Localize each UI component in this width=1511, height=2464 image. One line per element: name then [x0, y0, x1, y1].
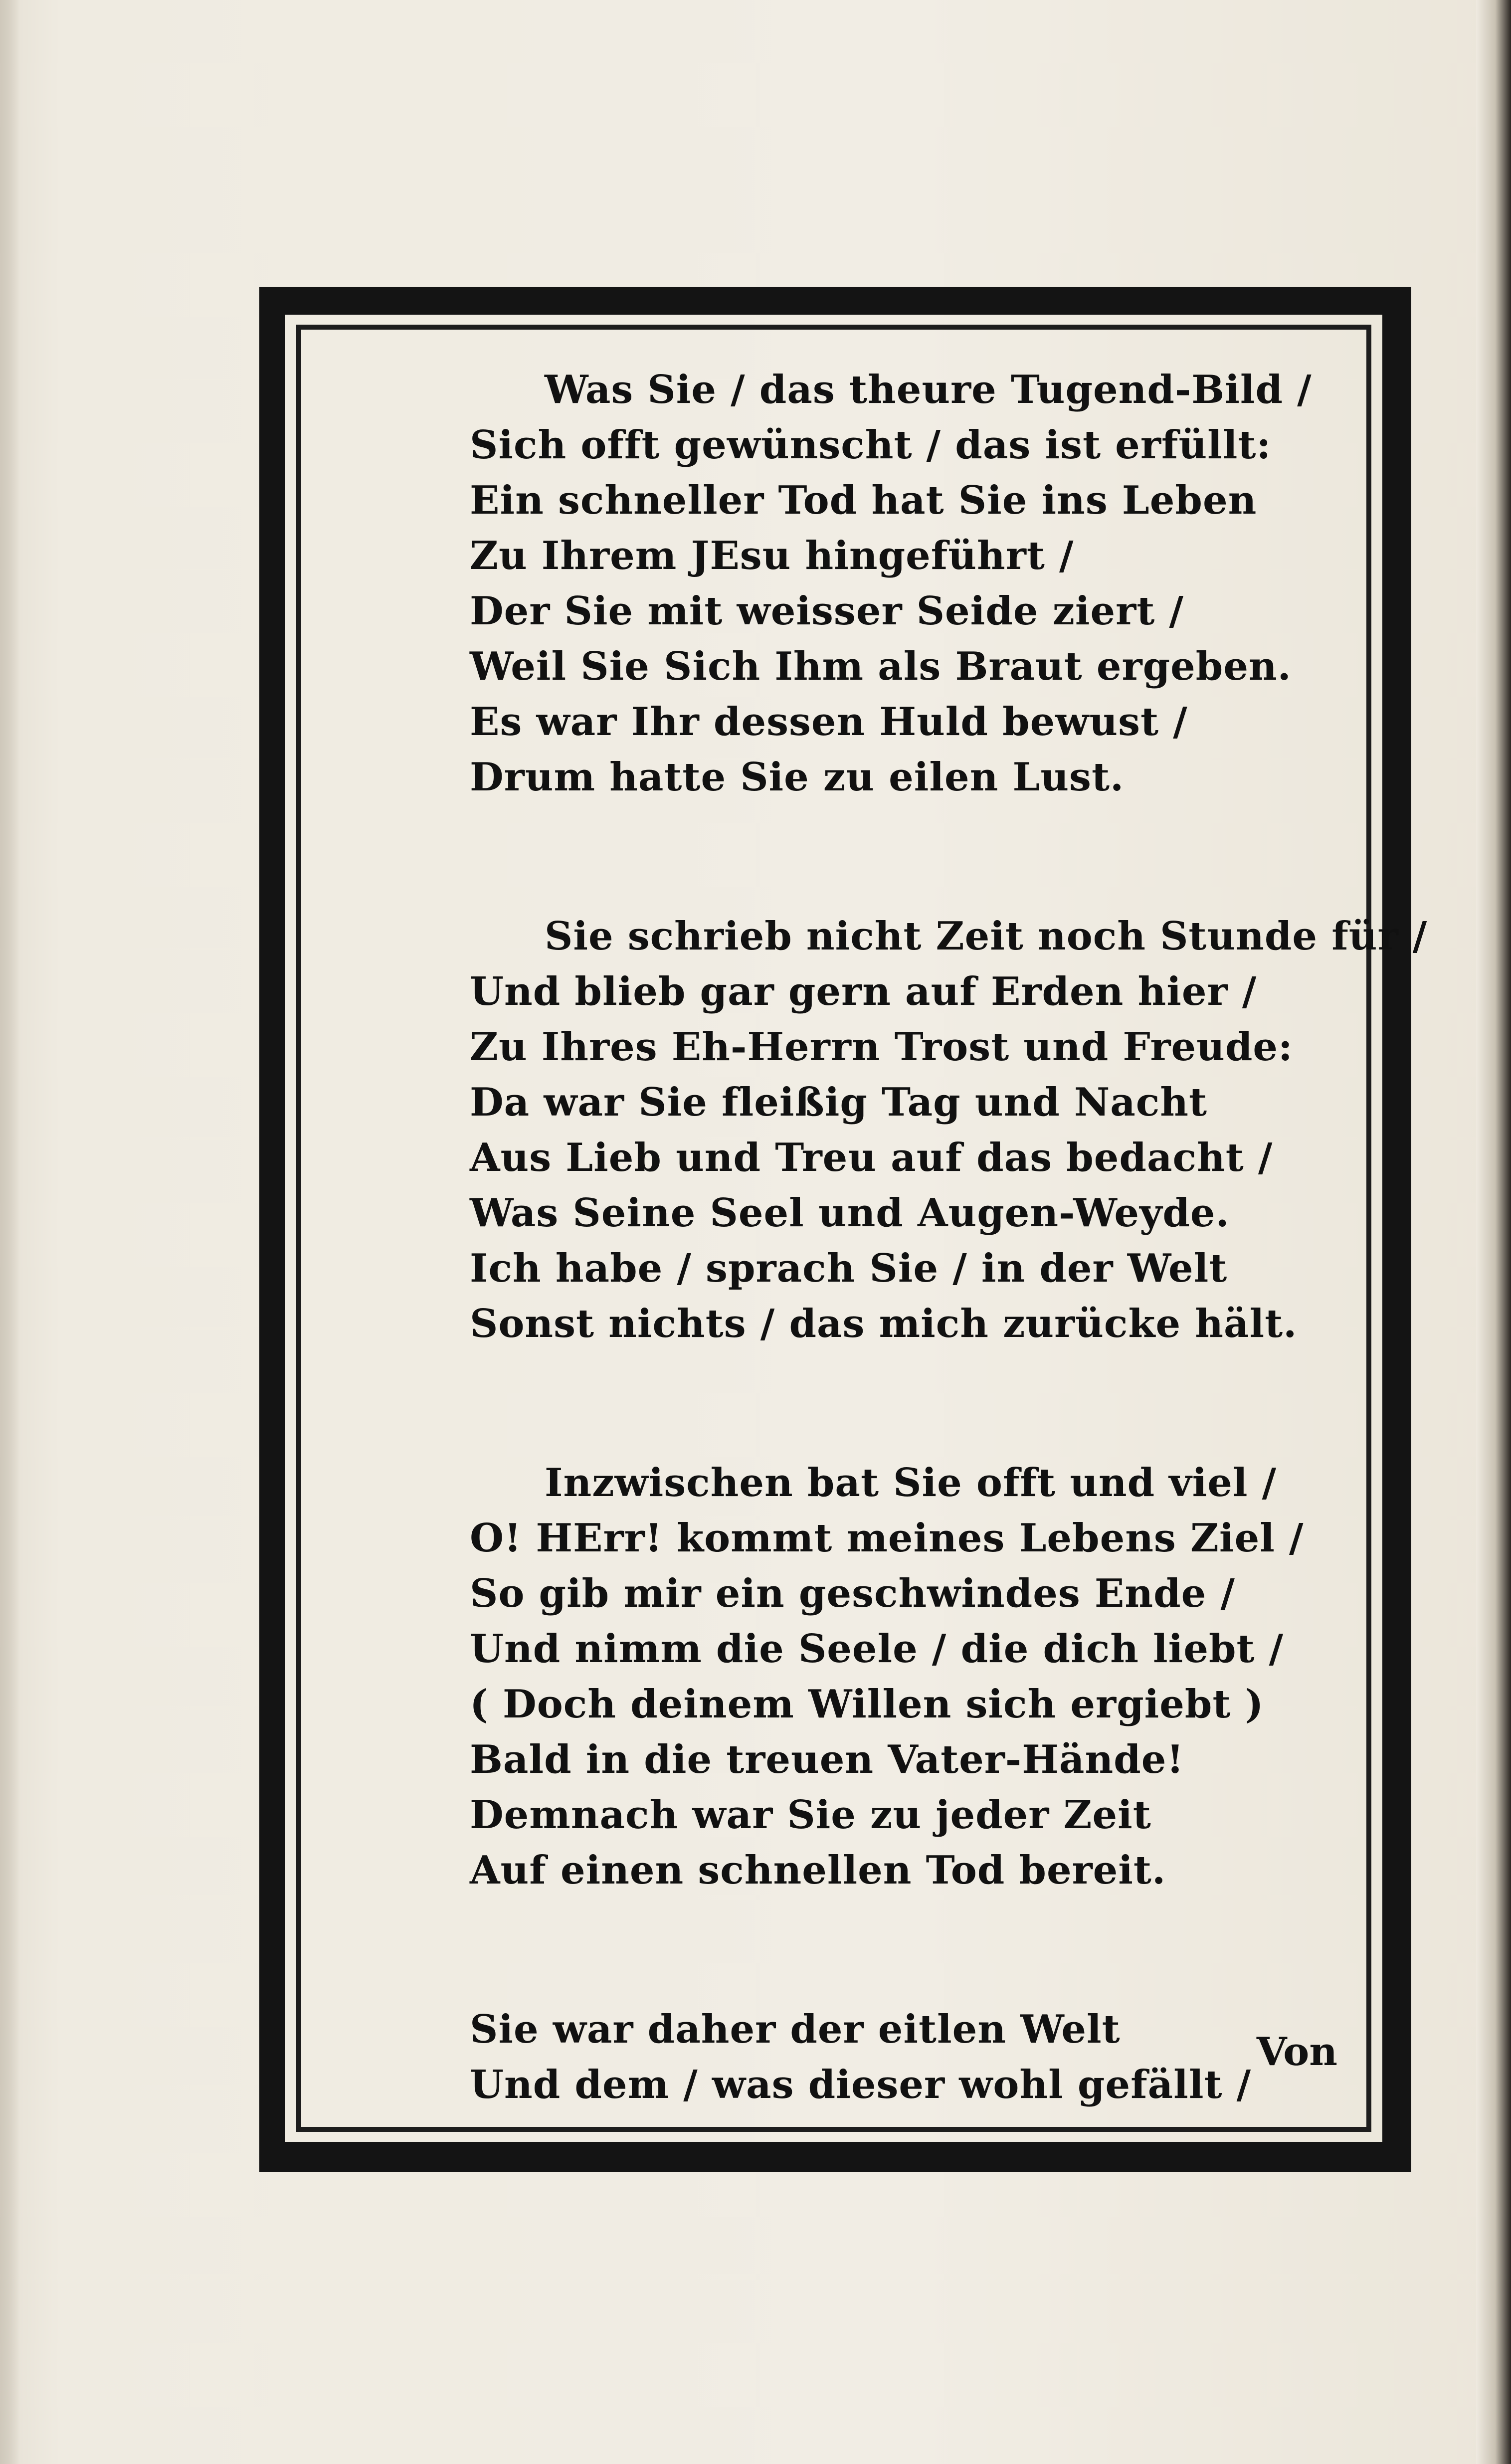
stanza-4 [470, 2002, 1367, 2112]
verse-line: Zu Ihrem JEsu hingeführt / [470, 533, 1074, 578]
verse-line: Auf einen schnellen Tod bereit. [470, 1848, 1166, 1893]
stanza-3 [470, 1455, 1367, 1898]
poem-text [470, 362, 1428, 2216]
page-edge [1476, 0, 1511, 2464]
verse-line: Sie schrieb nicht Zeit noch Stunde für / [545, 914, 1428, 959]
verse-line: Da war Sie fleißig Tag und Nacht [470, 1080, 1208, 1125]
verse-line: Aus Lieb und Treu auf das bedacht / [470, 1135, 1273, 1180]
verse-line: Demnach war Sie zu jeder Zeit [470, 1792, 1151, 1838]
verse-line: Sie war daher der eitlen Welt [470, 2007, 1121, 2052]
verse-line: Sonst nichts / das mich zurücke hält. [470, 1301, 1298, 1346]
verse-line: Ich habe / sprach Sie / in der Welt [470, 1246, 1228, 1291]
verse-line: Inzwischen bat Sie offt und viel / [545, 1460, 1277, 1506]
stanza-2 [470, 909, 1428, 1351]
verse-line: Was Seine Seel und Augen-Weyde. [470, 1190, 1230, 1236]
verse-line: Und blieb gar gern auf Erden hier / [470, 969, 1257, 1014]
verse-line: Drum hatte Sie zu eilen Lust. [470, 755, 1125, 800]
verse-line: Sich offt gewünscht / das ist erfüllt: [470, 422, 1272, 468]
verse-line: Es war Ihr dessen Huld bewust / [470, 699, 1188, 745]
verse-line: Der Sie mit weisser Seide ziert / [470, 588, 1184, 634]
stanza-1 [470, 362, 1367, 805]
verse-line: So gib mir ein geschwindes Ende / [470, 1571, 1235, 1616]
spine-shadow [0, 0, 20, 2464]
verse-line: ( Doch deinem Willen sich ergiebt ) [470, 1682, 1264, 1727]
verse-line: Bald in die treuen Vater-Hände! [470, 1737, 1184, 1782]
verse-line: Weil Sie Sich Ihm als Braut ergeben. [470, 644, 1292, 689]
verse-line: Und dem / was dieser wohl gefällt / [470, 2062, 1252, 2107]
verse-line: O! HErr! kommt meines Lebens Ziel / [470, 1516, 1304, 1561]
verse-line: Ein schneller Tod hat Sie ins Leben [470, 478, 1257, 523]
verse-line: Zu Ihres Eh-Herrn Trost und Freude: [470, 1024, 1293, 1070]
verse-line: Und nimm die Seele / die dich liebt / [470, 1626, 1284, 1672]
verse-line: Was Sie / das theure Tugend-Bild / [545, 367, 1312, 412]
catchword: Von [1256, 2029, 1337, 2075]
mourning-border-frame [259, 287, 1428, 2172]
